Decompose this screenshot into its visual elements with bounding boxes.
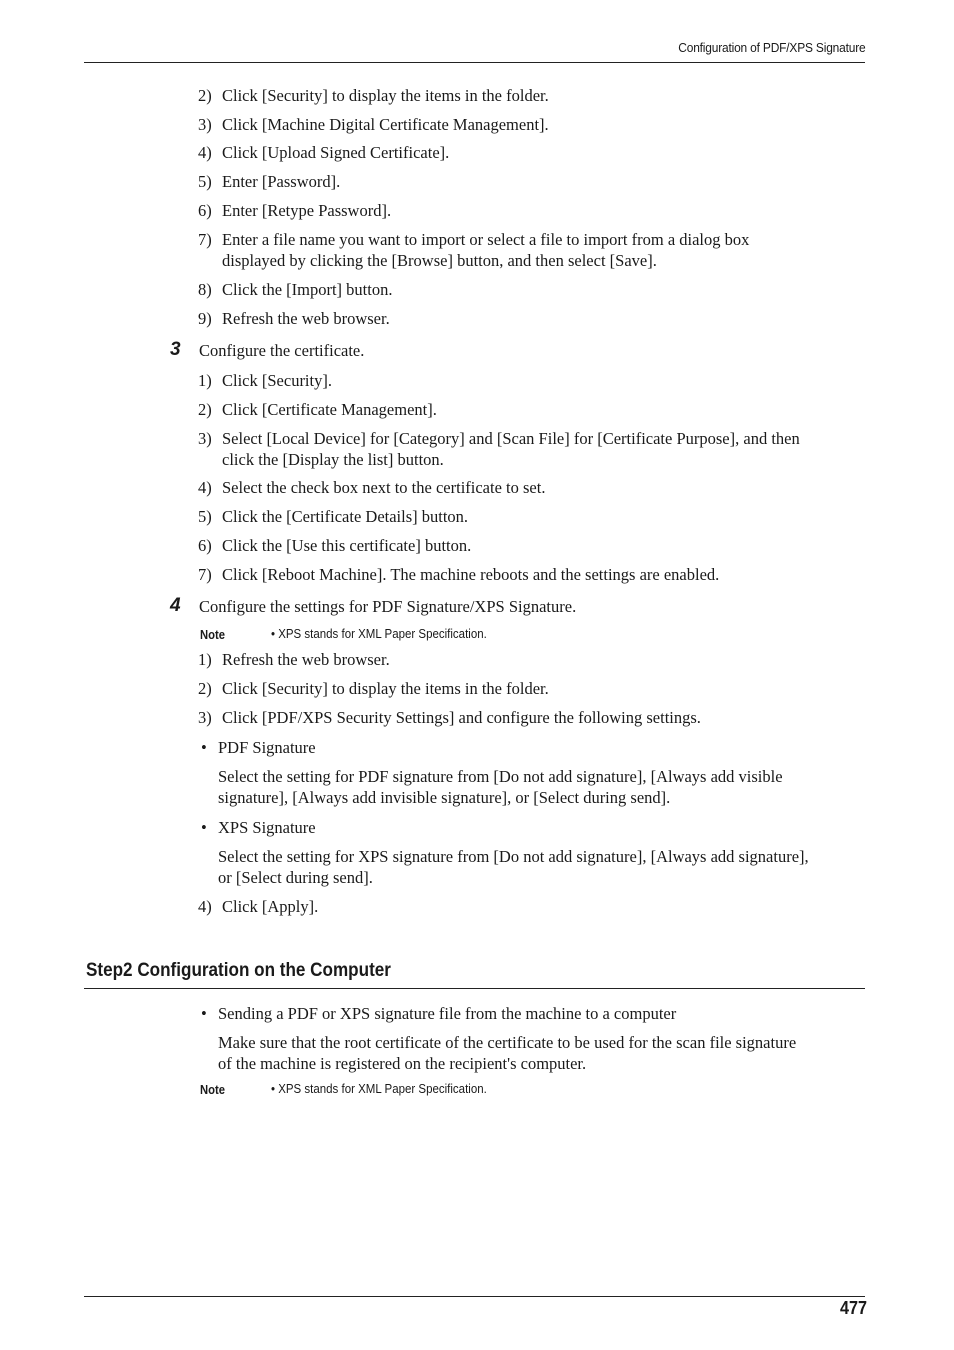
substep-text: Enter [Retype Password].: [222, 201, 392, 220]
substep-number: 3): [198, 708, 212, 727]
bullet-description: Make sure that the root certificate of the certificate to be used for the scan file signature: [218, 1033, 797, 1052]
note-text: • XPS stands for XML Paper Specification.: [271, 627, 487, 641]
substep-text: Click [Upload Signed Certificate].: [222, 143, 450, 162]
substep-text: Click [Security] to display the items in the folder.: [222, 86, 549, 105]
bullet-description: Select the setting for XPS signature from [Do not add signature], [Always add signature],: [218, 847, 809, 866]
substep-number: 2): [198, 400, 212, 419]
substep-number: 8): [198, 280, 212, 299]
running-header: Configuration of PDF/XPS Signature: [677, 40, 865, 55]
step-number: 4: [170, 595, 181, 616]
substep-text-continued: click the [Display the list] button.: [222, 450, 444, 469]
note-text: • XPS stands for XML Paper Specification.: [271, 1082, 487, 1096]
bullet-title: Sending a PDF or XPS signature file from the machine to a computer: [218, 1004, 677, 1023]
substep-text: Enter [Password].: [222, 172, 341, 191]
step-text: Configure the settings for PDF Signature/XPS Signature.: [199, 597, 577, 616]
substep-number: 4): [198, 897, 212, 916]
substep-text: Click the [Use this certificate] button.: [222, 536, 472, 555]
bullet-title: XPS Signature: [218, 818, 316, 837]
step-number: 3: [170, 339, 181, 360]
substep-text: Click [Security].: [222, 371, 332, 390]
substep-number: 5): [198, 172, 212, 191]
substep-text: Click [Apply].: [222, 897, 319, 916]
bullet-description-continued: signature], [Always add invisible signature], or [Select during send].: [218, 788, 671, 807]
substep-number: 4): [198, 478, 212, 497]
substep-number: 1): [198, 371, 212, 390]
substep-text: Enter a file name you want to import or select a file to import from a dialog box: [222, 230, 750, 249]
bullet-dot: •: [201, 818, 207, 837]
substep-number: 2): [198, 86, 212, 105]
substep-number: 6): [198, 536, 212, 555]
substep-text: Click [Security] to display the items in the folder.: [222, 679, 549, 698]
bullet-description: Select the setting for PDF signature from [Do not add signature], [Always add visible: [218, 767, 783, 786]
substep-text: Select the check box next to the certificate to set.: [222, 478, 546, 497]
section-heading: Step2 Configuration on the Computer: [86, 960, 391, 981]
page-number: 477: [839, 1298, 867, 1318]
bullet-description-continued: or [Select during send].: [218, 868, 373, 887]
substep-text: Refresh the web browser.: [222, 650, 390, 669]
substep-text: Click the [Certificate Details] button.: [222, 507, 469, 526]
bullet-dot: •: [201, 738, 207, 757]
substep-number: 7): [198, 565, 212, 584]
bullet-dot: •: [201, 1004, 207, 1023]
substep-number: 2): [198, 679, 212, 698]
substep-number: 9): [198, 309, 212, 328]
substep-text: Click the [Import] button.: [222, 280, 393, 299]
substep-number: 3): [198, 429, 212, 448]
bullet-description-continued: of the machine is registered on the recipient's computer.: [218, 1054, 587, 1073]
header-rule: [84, 62, 865, 63]
substep-number: 1): [198, 650, 212, 669]
section-rule: [84, 988, 865, 989]
substep-text-continued: displayed by clicking the [Browse] button, and then select [Save].: [222, 251, 657, 270]
bullet-title: PDF Signature: [218, 738, 316, 757]
footer-rule: [84, 1296, 865, 1297]
substep-number: 3): [198, 115, 212, 134]
step-text: Configure the certificate.: [199, 341, 365, 360]
substep-text: Click [Machine Digital Certificate Management].: [222, 115, 549, 134]
substep-number: 7): [198, 230, 212, 249]
substep-number: 5): [198, 507, 212, 526]
substep-text: Click [PDF/XPS Security Settings] and configure the following settings.: [222, 708, 701, 727]
substep-text: Select [Local Device] for [Category] and [Scan File] for [Certificate Purpose], and then: [222, 429, 800, 448]
note-label: Note: [200, 1083, 226, 1097]
substep-text: Click [Reboot Machine]. The machine reboots and the settings are enabled.: [222, 565, 720, 584]
note-label: Note: [200, 628, 226, 642]
substep-number: 6): [198, 201, 212, 220]
substep-text: Click [Certificate Management].: [222, 400, 437, 419]
substep-number: 4): [198, 143, 212, 162]
substep-text: Refresh the web browser.: [222, 309, 390, 328]
